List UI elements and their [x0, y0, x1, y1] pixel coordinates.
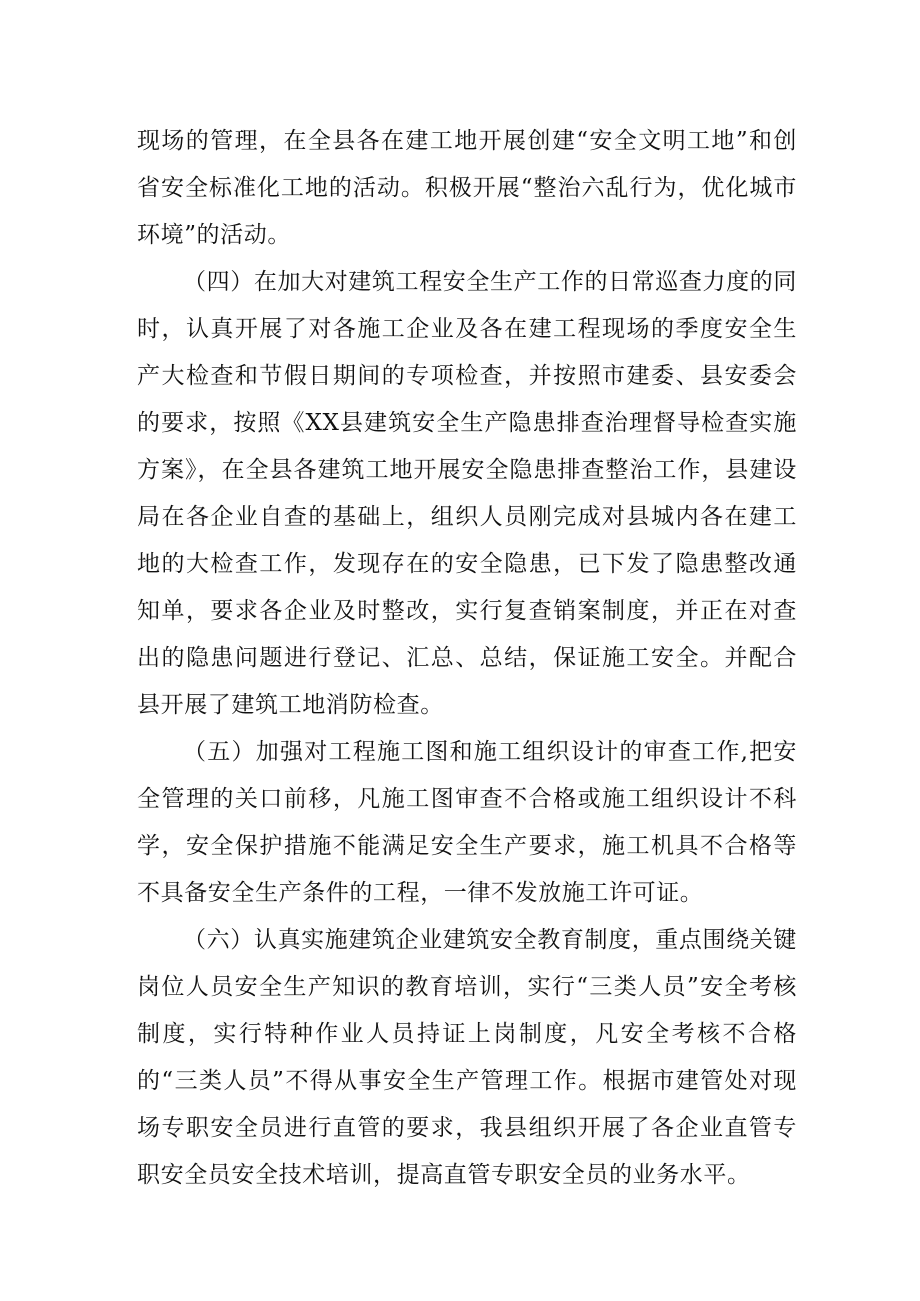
paragraph-continuation: 现场的管理，在全县各在建工地开展创建“安全文明工地”和创省安全标准化工地的活动。积极开展“整治六乱行为，优化城市环境”的活动。	[137, 128, 797, 248]
paragraph-item-5: （五）加强对工程施工图和施工组织设计的审查工作,把安全管理的关口前移，凡施工图审查不合格或施工组织设计不科学，安全保护措施不能满足安全生产要求，施工机具不合格等不具备安全生产条件的工程，一律不发放施工许可证。	[137, 739, 797, 906]
paragraph-item-6: （六）认真实施建筑企业建筑安全教育制度，重点围绕关键岗位人员安全生产知识的教育培训，实行“三类人员”安全考核制度，实行特种作业人员持证上岗制度，凡安全考核不合格的“三类人员”不得从事安全生产管理工作。根据市建管处对现场专职安全员进行直管的要求，我县组织开展了各企业直管专职安全员安全技术培训，提高直管专职安全员的业务水平。	[137, 927, 797, 1188]
document-body	[137, 118, 797, 1199]
paragraph-item-4: （四）在加大对建筑工程安全生产工作的日常巡查力度的同时，认真开展了对各施工企业及各在建工程现场的季度安全生产大检查和节假日期间的专项检查，并按照市建委、县安委会的要求，按照《XX县建筑安全生产隐患排查治理督导检查实施方案》，在全县各建筑工地开展安全隐患排查整治工作，县建设局在各企业自查的基础上，组织人员刚完成对县城内各在建工地的大检查工作，发现存在的安全隐患，已下发了隐患整改通知单，要求各企业及时整改，实行复查销案制度，并正在对查出的隐患问题进行登记、汇总、总结，保证施工安全。并配合县开展了建筑工地消防检查。	[137, 269, 797, 718]
